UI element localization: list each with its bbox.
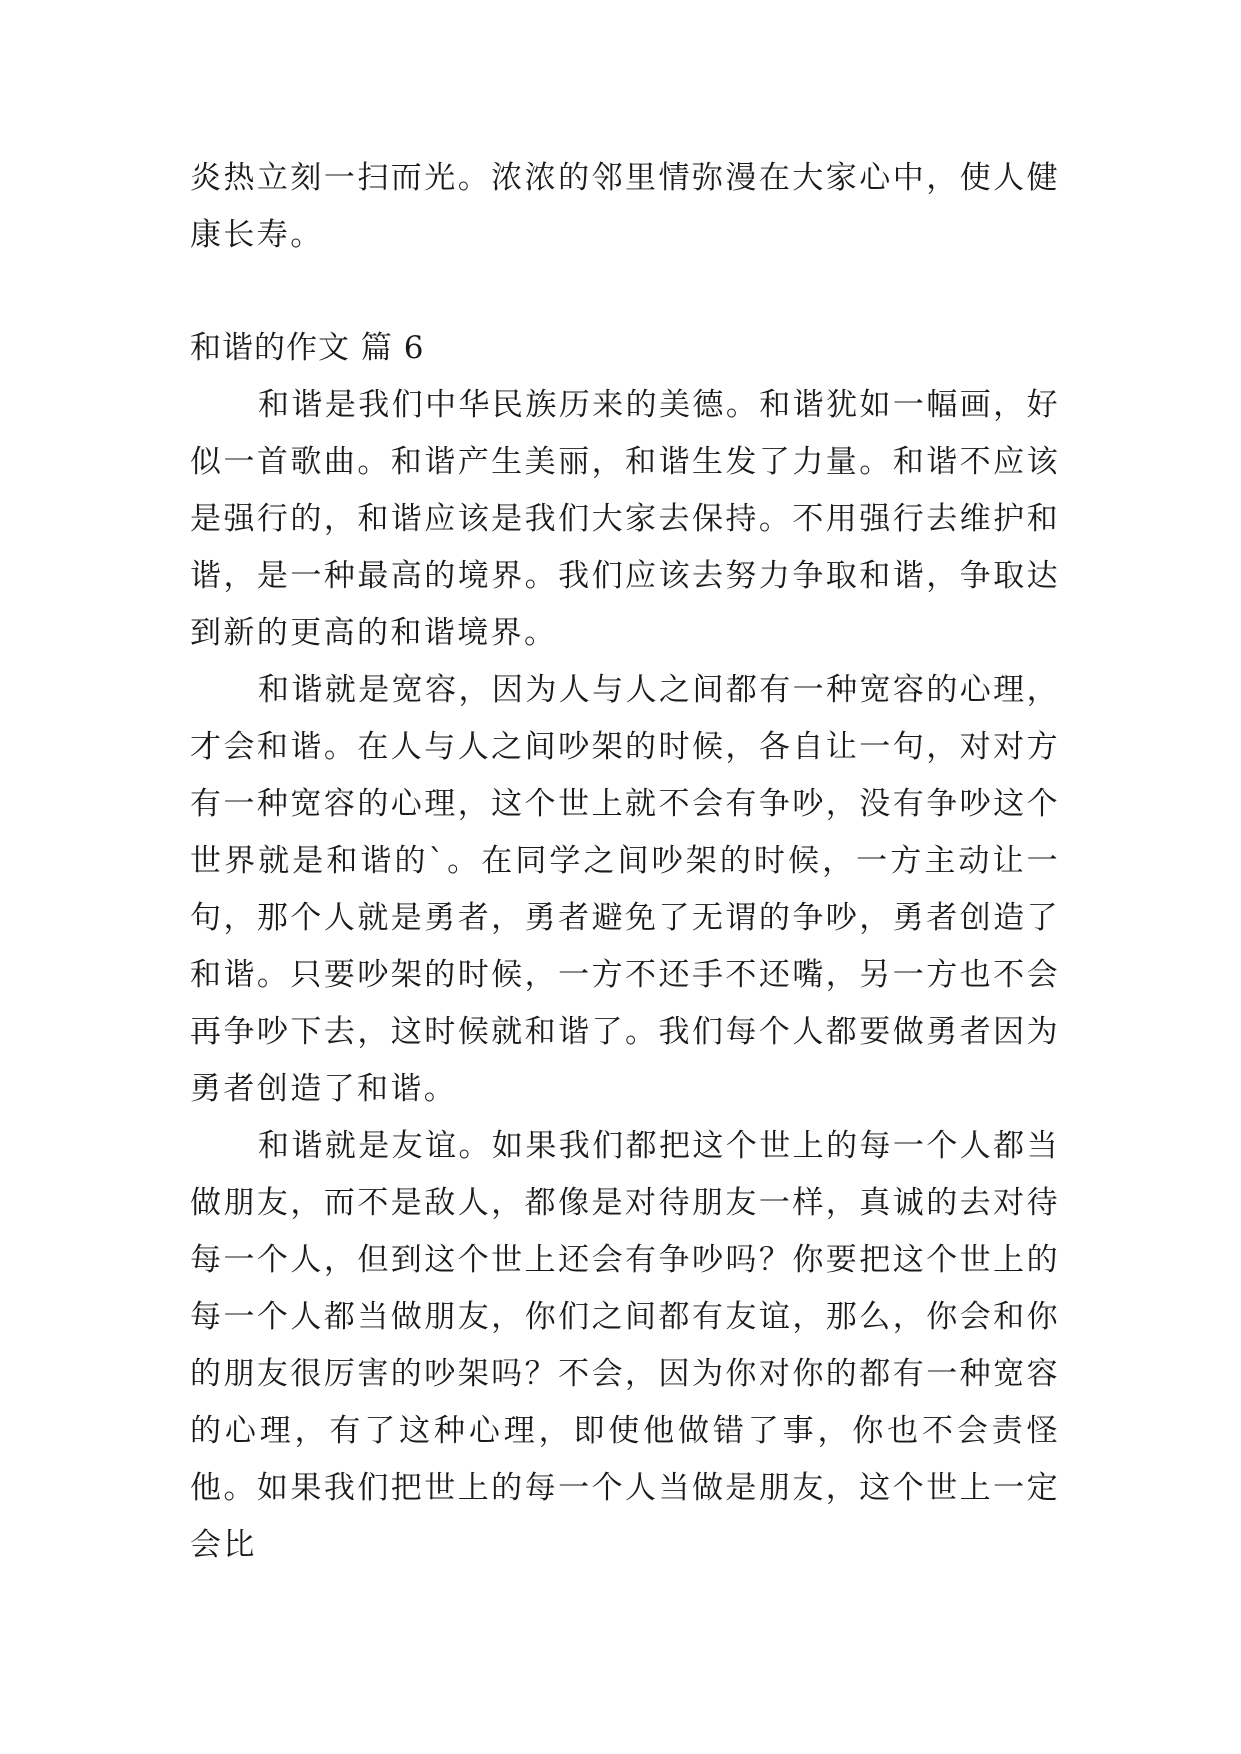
document-body — [190, 150, 1060, 1574]
section-heading: 和谐的作文 篇 6 — [190, 330, 425, 366]
paragraph-2: 和谐就是宽容，因为人与人之间都有一种宽容的心理，才会和谐。在人与人之间吵架的时候，各自让一句，对对方有一种宽容的心理，这个世上就不会有争吵，没有争吵这个世界就是和谐的`。在同学之间吵架的时候，一方主动让一句，那个人就是勇者，勇者避免了无谓的争吵，勇者创造了和谐。只要吵架的时候，一方不还手不还嘴，另一方也不会再争吵下去，这时候就和谐了。我们每个人都要做勇者因为勇者创造了和谐。 — [190, 672, 1060, 1107]
paragraph-3: 和谐就是友谊。如果我们都把这个世上的每一个人都当做朋友，而不是敌人，都像是对待朋友一样，真诚的去对待每一个人，但到这个世上还会有争吵吗？你要把这个世上的每一个人都当做朋友，你们之间都有友谊，那么，你会和你的朋友很厉害的吵架吗？不会，因为你对你的都有一种宽容的心理，有了这种心理，即使他做错了事，你也不会责怪他。如果我们把世上的每一个人当做是朋友，这个世上一定会比 — [190, 1128, 1060, 1563]
paragraph-1: 和谐是我们中华民族历来的美德。和谐犹如一幅画，好似一首歌曲。和谐产生美丽，和谐生发了力量。和谐不应该是强行的，和谐应该是我们大家去保持。不用强行去维护和谐，是一种最高的境界。我们应该去努力争取和谐，争取达到新的更高的和谐境界。 — [190, 387, 1060, 651]
continuation-paragraph: 炎热立刻一扫而光。浓浓的邻里情弥漫在大家心中，使人健康长寿。 — [190, 160, 1060, 253]
